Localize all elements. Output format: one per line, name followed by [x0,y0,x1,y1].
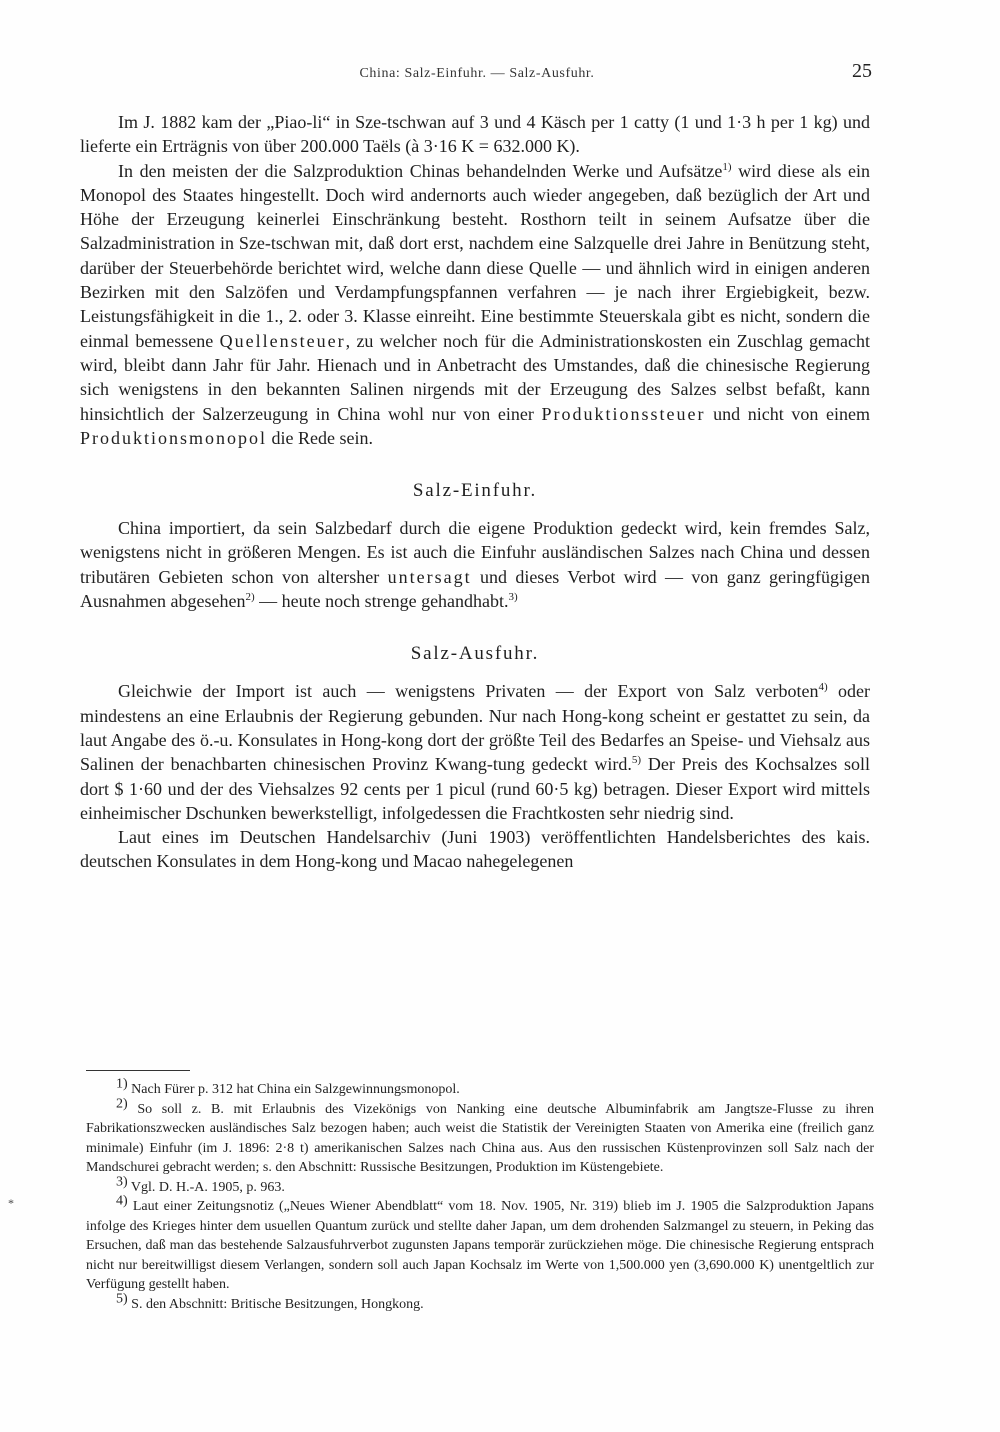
intro-paragraph-1: Im J. 1882 kam der „Piao-li“ in Sze-tschwan auf 3 und 4 Käsch per 1 catty (1 und 1·3 h per 1 kg) und lieferte ein Erträgnis von über 200.000 Taëls (à 3·16 K = 632.000 K). [80,112,870,157]
text-run: Gleichwie der Import ist auch — wenigstens Privaten — der Export von Salz verboten [118,681,819,702]
footnote-number: 3) [116,1173,128,1189]
text-run: Der Preis des Kochsalzes soll dort $ 1·60 und der des Viehsalzes 92 cents per 1 picul (rund 60·5 kg) betragen. Dieser Export wird mittels einheimischer Dschunken bewerkstelligt, infolgedessen die Frachtkosten sehr niedrig sind. [80,754,871,823]
page-number: 25 [852,60,872,82]
margin-mark: * [8,1196,14,1210]
text-run: und dieses Verbot wird — von ganz geringfügigen Ausnahmen abgesehen [80,566,870,612]
footnote-ref-2: 2) [245,591,255,604]
footnote-text: Nach Fürer p. 312 hat China ein Salzgewinnungsmonopol. [127,1082,460,1097]
main-text [80,110,870,874]
footnote-5 [86,1290,874,1315]
footnote-ref-3: 3) [508,591,518,604]
ausfuhr-paragraph-2: Laut eines im Deutschen Handelsarchiv (Juni 1903) veröffentlichten Handelsberichtes des kais. deutschen Konsulates in dem Hong-kong und Macao nahegelegenen [80,827,870,872]
text-run: oder mindestens an eine Erlaubnis der Regierung gebunden. Nur nach Hong-kong scheint er gestattet zu sein, da laut Angabe des ö.-u. Konsulates in Hong-kong dort der größte Teil des Bedarfes an Speise- und Viehsalz aus Salinen der benachbarten chinesischen Provinz Kwang-tung gedeckt wird. [80,681,870,775]
intro-paragraph-2 [80,159,870,451]
ausfuhr-paragraph-1 [80,679,870,825]
running-head: China: Salz-Einfuhr. — Salz-Ausfuhr. [359,66,595,81]
emphasis-produktionssteuer: Produktionssteuer [541,403,706,424]
footnote-text: S. den Abschnitt: Britische Besitzungen, Hongkong. [127,1296,424,1312]
footnote-1 [86,1076,874,1100]
text-run: , zu welcher noch für die Administrationskosten ein Zuschlag gemacht wird, bleibt dann Jahr für Jahr. Hienach und in Anbetracht des Umstandes, daß die chinesische Regierung sich wenigstens in den bekannten Salinen nirgends mit der Erzeugung des Salzes selbst befaßt, kann hinsichtlich der Salzerzeugung in China wohl nur von einer [80,330,871,424]
text-run: China importiert, da sein Salzbedarf durch die eigene Produktion gedeckt wird, kein fremdes Salz, wenigstens nicht in größeren Mengen. Es ist auch die Einfuhr ausländischen Salzes nach China und dessen tributären Gebieten schon von altersher [80,518,870,587]
footnote-2 [86,1095,874,1178]
footnote-4 [86,1193,874,1295]
footnote-number: 1) [116,1076,128,1092]
footnote-ref-1: 1) [722,160,732,173]
section-heading-einfuhr: Salz-Einfuhr. [412,480,538,502]
emphasis-untersagt: untersagt [387,566,472,587]
einfuhr-paragraph [80,516,870,613]
text-run: — heute noch strenge gehandhabt. [254,591,509,612]
footnote-number: 4) [116,1193,128,1209]
footnote-text: Vgl. D. H.-A. 1905, p. 963. [127,1179,285,1195]
emphasis-produktionsmonopol: Produktionsmonopol [80,427,268,448]
emphasis-quellensteuer: Quellensteuer [219,330,346,351]
footnote-number: 2) [116,1095,128,1111]
text-run: wird diese als ein Monopol des Staates hingestellt. Doch wird andernorts auch wieder angegeben, daß bezüglich der Art und Höhe der Erzeugung keinerlei Einschränkung besteht. Rosthorn teilt in seinem Aufsatze über die Salzadministration in Sze-tschwan mit, daß dort erst, nachdem eine Salzquelle drei Jahre in Benützung steht, darüber der Steuerbehörde berichtet wird, welche dann diese Quelle — und ähnlich wird in einigen anderen Bezirken mit den Salzöfen und Verdampfungspfannen verfahren — je nach ihrer Ergiebigkeit, bezw. Leistungsfähigkeit in die 1., 2. oder 3. Klasse einreiht. Eine bestimmte Steuerskala gibt es nicht, sondern die einmal bemessene [80,160,870,351]
page-header [82,62,872,92]
footnote-3 [86,1173,874,1198]
text-run: die Rede sein. [267,427,373,448]
footnote-divider [86,1070,190,1071]
text-run: In den meisten der die Salzproduktion Chinas behandelnden Werke und Aufsätze [118,160,723,181]
footnote-number: 5) [116,1290,128,1306]
footnote-ref-5: 5) [631,754,642,767]
footnote-ref-4: 4) [818,681,828,694]
footnote-text: Laut einer Zeitungsnotiz („Neues Wiener Abendblatt“ vom 18. Nov. 1905, Nr. 319) blieb im J. 1905 die Salzproduktion Japans infolge des Krieges hinter dem usuellen Quantum zurück und stellte daher Japan, um dem drohenden Salzmangel zu steuern, in Peking das Ersuchen, daß man das bestehende Salzausfuhrverbot zugunsten Japans temporär zurückziehen möge. Die chinesische Regierung entsprach nicht nur bereitwilligst diesem Verlangen, sondern soll auch Japan Kochsalz im Werte von 1,500.000 yen (3,690.000 K) unentgeltlich zur Verfügung gestellt haben. [86,1199,874,1292]
footnotes [86,1076,874,1314]
section-heading-ausfuhr: Salz-Ausfuhr. [410,643,540,665]
footnote-text: So soll z. B. mit Erlaubnis des Vizekönigs von Nanking eine deutsche Albuminfabrik am Jangtsze-Flusse zu ihren Fabrikationszwecken ausländisches Salz bezogen haben; auch weist die Statistik der Vereinigten Staaten von Amerika eine (freilich ganz minimale) Einfuhr (im J. 1896: 2·8 t) amerikanischen Salzes nach China aus. Aus den russischen Küstenprovinzen soll Salz nach der Mandschurei gebracht werden; s. den Abschnitt: Russische Besitzungen, Produktion im Küstengebiete. [86,1101,874,1175]
text-run: und nicht von einem [705,403,870,424]
